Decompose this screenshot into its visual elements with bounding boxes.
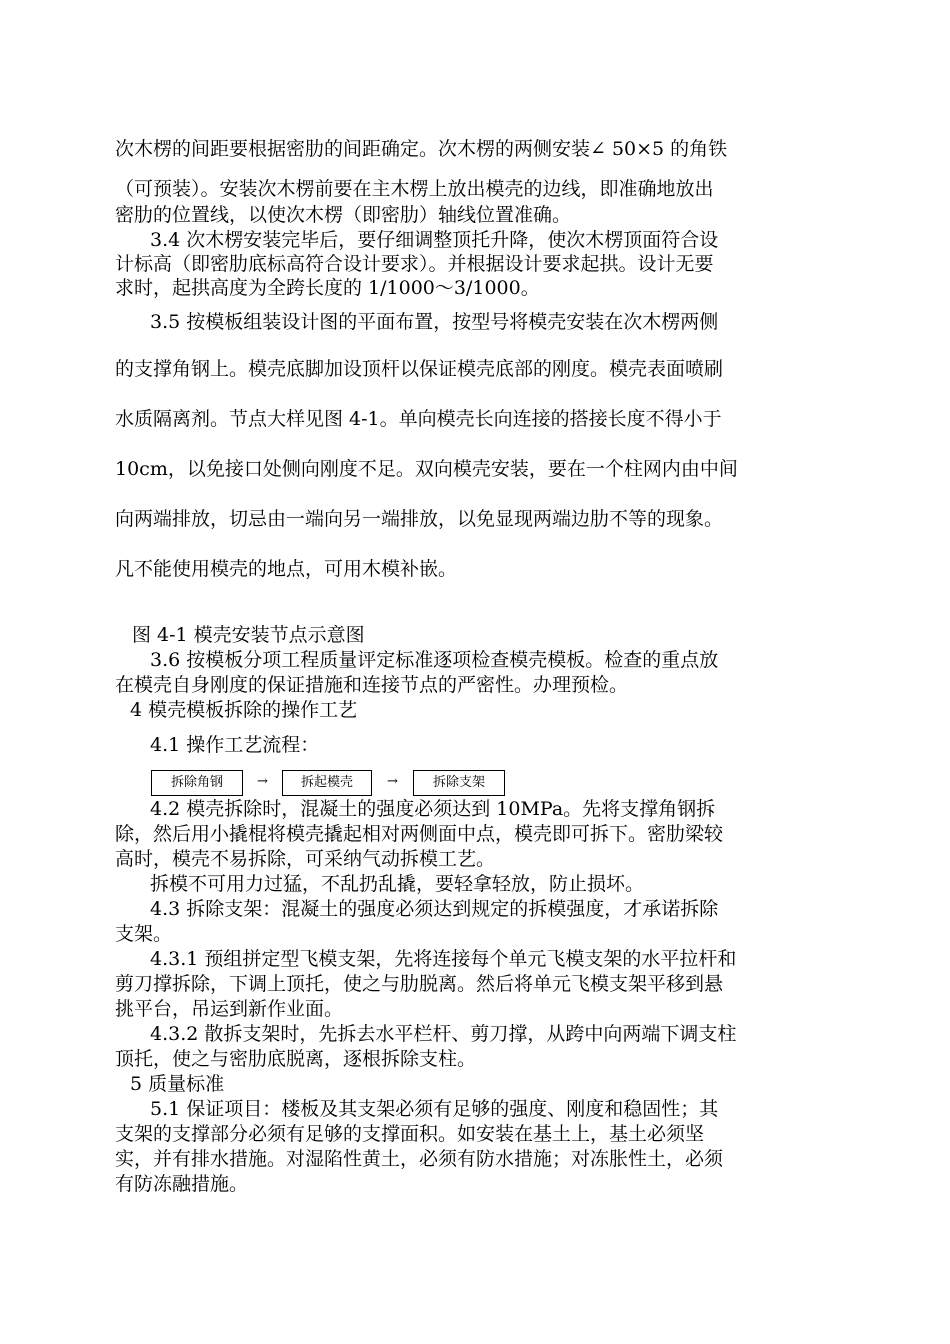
text-line-23: 剪刀撑拆除，下调上顶托，使之与肋脱离。然后将单元飞模支架平移到悬 — [115, 973, 724, 995]
flow-step-3: 拆除支架 — [413, 770, 505, 796]
text-line-19: 拆模不可用力过猛，不乱扔乱撬，要轻拿轻放，防止损坏。 — [150, 873, 645, 895]
text-line-10: 10cm，以免接口处侧向刚度不足。双向模壳安装，要在一个柱网内由中间 — [115, 458, 738, 480]
section-heading-5: 5 质量标准 — [130, 1073, 225, 1095]
text-line-24: 挑平台，吊运到新作业面。 — [115, 998, 344, 1020]
text-line-13: 3.6 按模板分项工程质量评定标准逐项检查模壳模板。检查的重点放 — [150, 649, 719, 671]
text-line-9: 水质隔离剂。节点大样见图 4-1。单向模壳长向连接的搭接长度不得小于 — [115, 408, 722, 430]
text-line-1: 次木楞的间距要根据密肋的间距确定。次木楞的两侧安装∠ 50×5 的角铁 — [115, 138, 728, 160]
text-line-30: 有防冻融措施。 — [115, 1173, 249, 1195]
text-line-6: 求时，起拱高度为全跨长度的 1/1000～3/1000。 — [115, 277, 540, 299]
text-line-4: 3.4 次木楞安装完毕后，要仔细调整顶托升降，使次木楞顶面符合设 — [150, 229, 719, 251]
flow-arrow-1: → — [257, 774, 268, 789]
text-line-12: 凡不能使用模壳的地点，可用木模补嵌。 — [115, 558, 458, 580]
text-line-29: 实，并有排水措施。对湿陷性黄土，必须有防水措施；对冻胀性土，必须 — [115, 1148, 724, 1170]
text-line-14: 在模壳自身刚度的保证措施和连接节点的严密性。办理预检。 — [115, 674, 629, 696]
text-line-17: 除，然后用小撬棍将模壳撬起相对两侧面中点，模壳即可拆下。密肋梁较 — [115, 823, 724, 845]
text-line-27: 5.1 保证项目：楼板及其支架必须有足够的强度、刚度和稳固性；其 — [150, 1098, 719, 1120]
text-line-2: （可预装）。安装次木楞前要在主木楞上放出模壳的边线，即准确地放出 — [115, 178, 714, 200]
text-line-8: 的支撑角钢上。模壳底脚加设顶杆以保证模壳底部的刚度。模壳表面喷刷 — [115, 358, 724, 380]
text-line-3: 密肋的位置线，以使次木楞（即密肋）轴线位置准确。 — [115, 204, 572, 226]
text-line-7: 3.5 按模板组装设计图的平面布置，按型号将模壳安装在次木楞两侧 — [150, 311, 719, 333]
text-line-25: 4.3.2 散拆支架时，先拆去水平栏杆、剪刀撑，从跨中向两端下调支柱 — [150, 1023, 737, 1045]
text-line-22: 4.3.1 预组拼定型飞模支架，先将连接每个单元飞模支架的水平拉杆和 — [150, 948, 737, 970]
section-heading-4: 4 模壳模板拆除的操作工艺 — [130, 699, 358, 721]
text-line-20: 4.3 拆除支架：混凝土的强度必须达到规定的拆模强度，才承诺拆除 — [150, 898, 719, 920]
figure-caption: 图 4-1 模壳安装节点示意图 — [132, 624, 365, 646]
text-line-26: 顶托，使之与密肋底脱离，逐根拆除支柱。 — [115, 1048, 477, 1070]
text-line-16: 4.2 模壳拆除时，混凝土的强度必须达到 10MPa。先将支撑角钢拆 — [150, 798, 716, 820]
text-line-11: 向两端排放，切忌由一端向另一端排放，以免显现两端边肋不等的现象。 — [115, 508, 724, 530]
text-line-18: 高时，模壳不易拆除，可采纳气动拆模工艺。 — [115, 848, 496, 870]
text-line-28: 支架的支撑部分必须有足够的支撑面积。如安装在基土上，基土必须坚 — [115, 1123, 705, 1145]
flow-step-1: 拆除角钢 — [151, 770, 243, 796]
text-line-21: 支架。 — [115, 923, 173, 945]
flow-arrow-2: → — [387, 774, 398, 789]
text-line-5: 计标高（即密肋底标高符合设计要求）。并根据设计要求起拱。设计无要 — [115, 253, 714, 275]
flow-step-2: 拆起模壳 — [282, 770, 372, 796]
text-line-15: 4.1 操作工艺流程： — [150, 734, 320, 756]
